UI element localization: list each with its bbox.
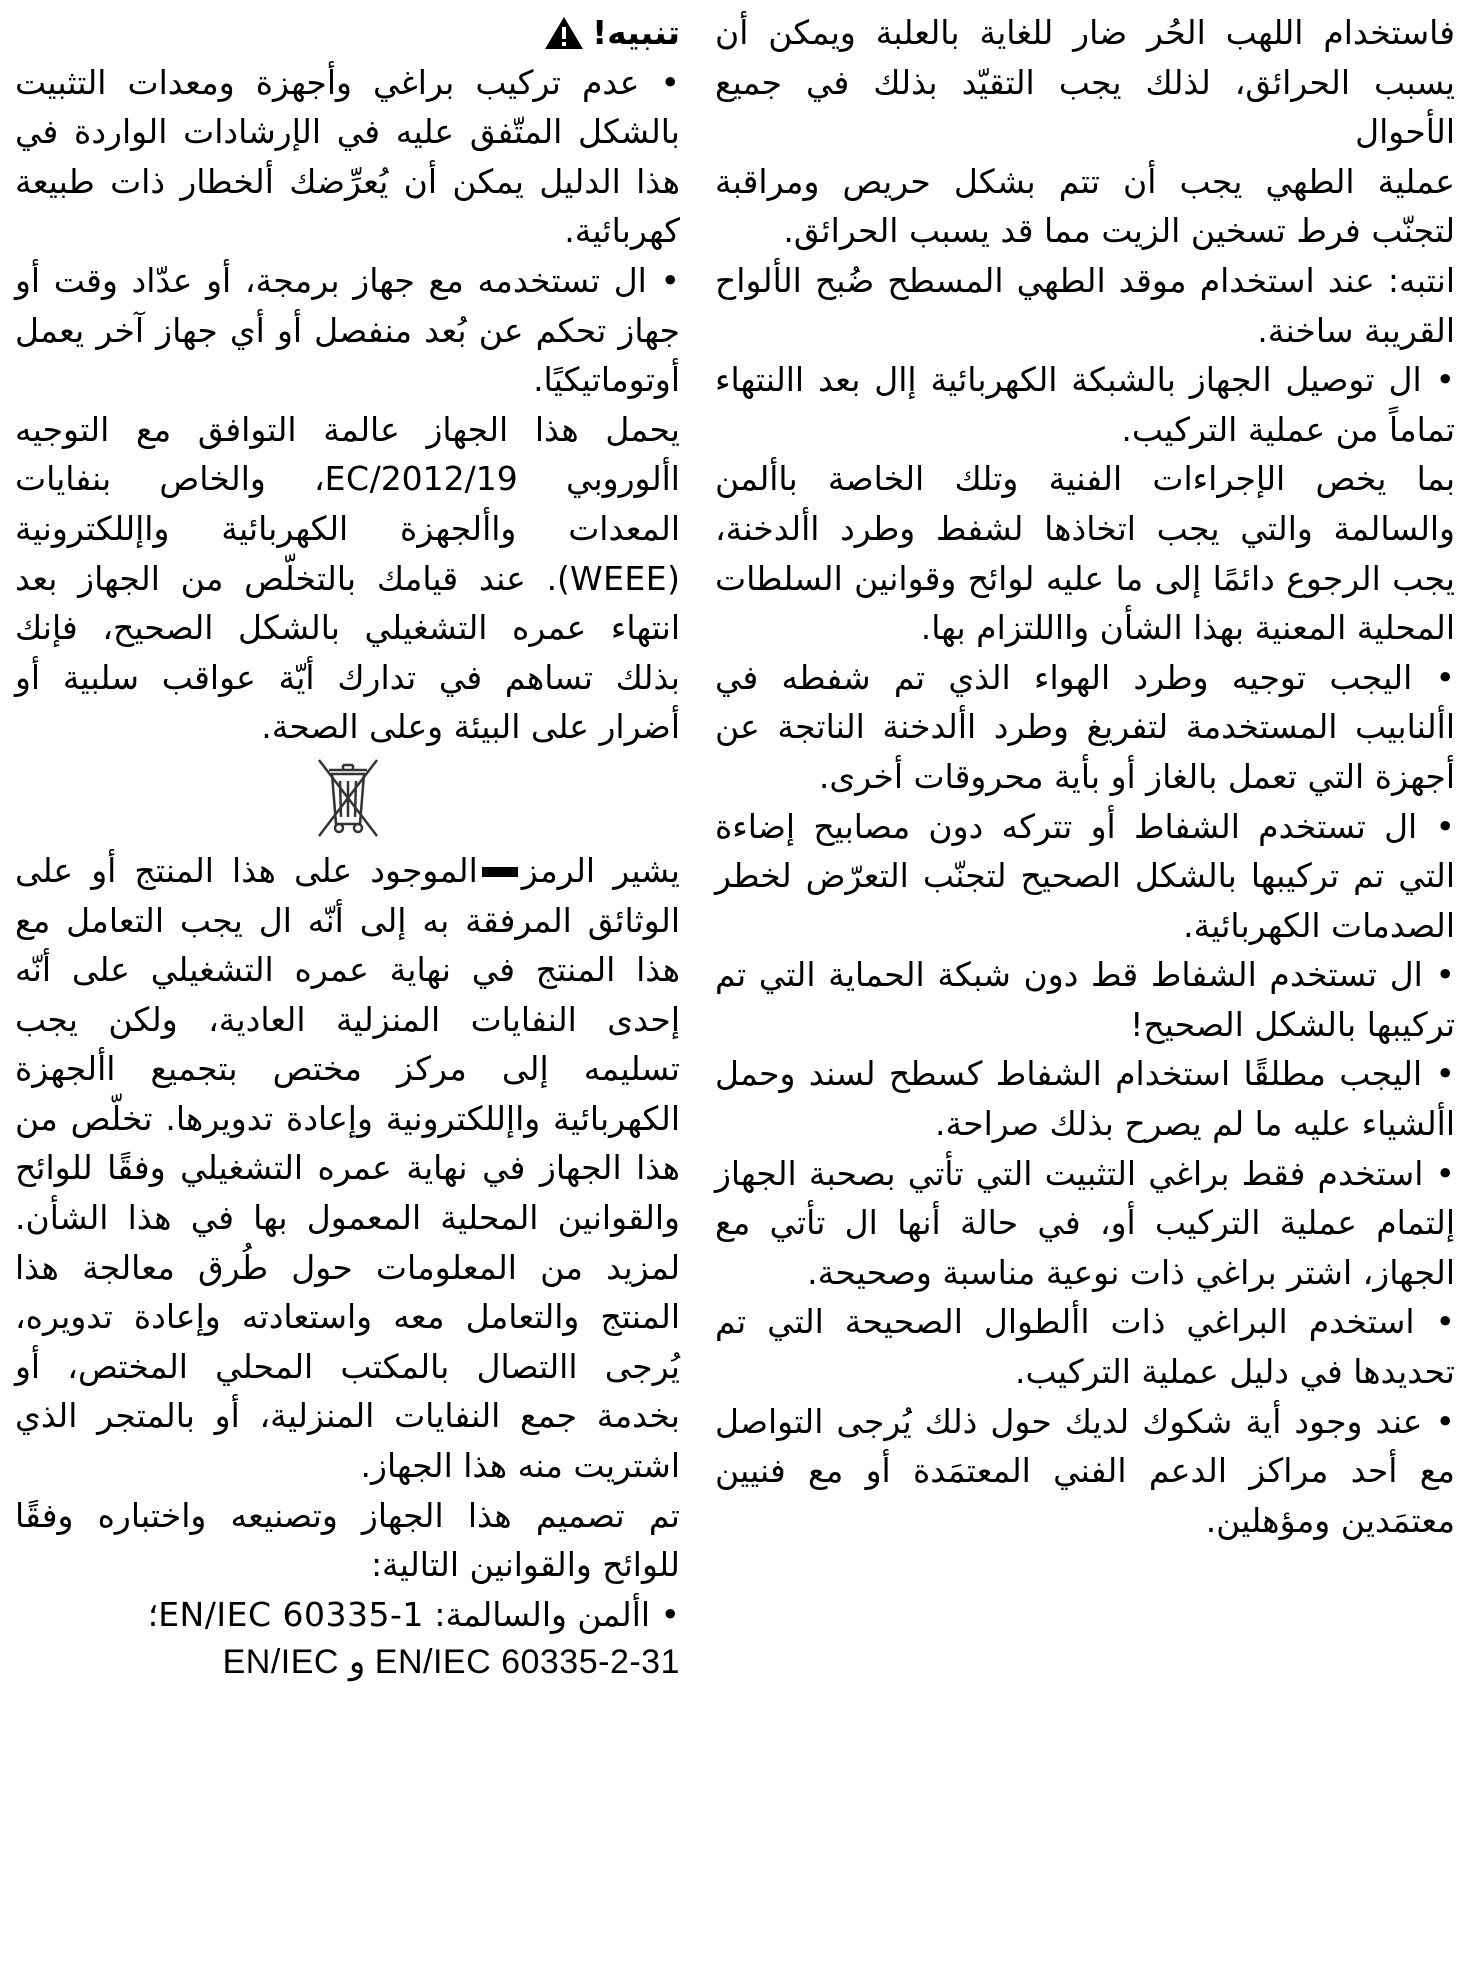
standard-line [15,1639,680,1685]
fixing-screws-item: • استخدم فقط براغي التثبيت التي تأتي بصحبة الجهاز إلتمام عملية التركيب أو، في حالة أنها ال تأتي مع الجهاز، اشتر براغي ذات نوعية مناسبة وصحيحة. [715,1149,1455,1298]
symbol-text-lead: يشير الرمز [521,850,680,890]
standard-text: EN/IEC و EN/IEC 60335-2-31 [222,1643,680,1682]
exhaust-air-item: • اليجب توجيه وطرد الهواء الذي تم شفطه في األنابيب المستخدمة لتفريغ وطرد األدخنة الناتجة عن أجهزة التي تعمل بالغاز أو بأية محروقات أخرى. [715,653,1455,802]
cooking-fire-paragraph: عملية الطهي يجب أن تتم بشكل حريص ومراقبة لتجنّب فرط تسخين الزيت مما قد يسبب الحرائق. [715,161,1455,251]
weee-directive-paragraph: يحمل هذا الجهاز عالمة التوافق مع التوجيه األوروبي 2012/19/EC، والخاص بنفايات المعدات واألجهزة الكهربائية واإللكترونية (WEEE). عند قيامك بالتخلّص من الجهاز بعد انتهاء عمره التشغيلي بالشكل الصحيح، فإنك بذلك تساهم في تدارك أيّة عواقب سلبية أو أضرار على البيئة وعلى الصحة. [15,409,680,747]
compliance-paragraph: تم تصميم هذا الجهاز وتصنيعه واختباره وفقًا للوائح والقوانين التالية: [15,1495,680,1585]
warning-triangle-icon [544,16,584,50]
support-contact-item: • عند وجود أية شكوك لديك حول ذلك يُرجى التواصل مع أحد مراكز الدعم الفني المعتمَدة أو مع فنيين معتمَدين ومؤهلين. [715,1397,1455,1546]
support-surface-item: • اليجب مطلقًا استخدام الشفاط كسطح لسند وحمل األشياء عليه ما لم يصرح بذلك صراحة. [715,1049,1455,1148]
fixing-hardware-item: • عدم تركيب براغي وأجهزة ومعدات التثبيت بالشكل المتّفق عليه في الإرشادات الواردة في هذا الدليل يمكن أن يُعرِّضك ألخطار ذات طبيعة كهربائية. [15,58,680,256]
lamps-item: • ال تستخدم الشفاط أو تتركه دون مصابيح إضاءة التي تم تركيبها بالشكل الصحيح لتجنّب التعرّض لخطر الصدمات الكهربائية. [715,802,1455,951]
safety-standard-item: • األمن والسالمة: EN/IEC 60335-1؛ [15,1590,680,1640]
grease-filter-item: • ال تستخدم الشفاط قط دون شبكة الحماية التي تم تركيبها بالشكل الصحيح! [715,950,1455,1049]
right-column [715,8,1455,1545]
warning-title: تنبيه! [592,13,680,52]
connect-power-item: • ال توصيل الجهاز بالشبكة الكهربائية إال بعد االنتهاء تماماً من عملية التركيب. [715,355,1455,454]
weee-symbol-paragraph [15,846,680,1491]
open-flame-paragraph: فاستخدام اللهب الحُر ضار للغاية بالعلبة ويمكن أن يسبب الحرائق، لذلك يجب التقيّد بذلك في جميع الأحوال [715,13,1455,152]
screw-length-item: • استخدم البراغي ذات األطوال الصحيحة التي تم تحديدها في دليل عملية التركيب. [715,1297,1455,1396]
weee-symbol [15,756,680,840]
warning-heading [15,8,680,58]
left-column [15,8,680,1685]
regulations-paragraph: بما يخص الإجراءات الفنية وتلك الخاصة باألمن والسالمة والتي يجب اتخاذها لشفط وطرد األدخنة، يجب الرجوع دائمًا إلى ما عليه لوائح وقوانين السلطات المحلية المعنية بهذا الشأن وااللتزام بها. [715,459,1455,648]
crossed-out-wheelie-bin-icon [313,756,383,840]
black-bar-icon [482,863,518,881]
no-timer-item: • ال تستخدمه مع جهاز برمجة، أو عدّاد وقت أو جهاز تحكم عن بُعد منفصل أو أي جهاز آخر يعمل أوتوماتيكيًا. [15,256,680,405]
hob-caution-paragraph: انتبه: عند استخدام موقد الطهي المسطح ضُبح الألواح القريبة ساخنة. [715,260,1455,350]
symbol-text-body: الموجود على هذا المنتج أو على الوثائق المرفقة به إلى أنّه ال يجب التعامل مع هذا المنتج في نهاية عمره التشغيلي على أنّه إحدى النفايات المنزلية العادية، ولكن يجب تسليمه إلى مركز مختص بتجميع األجهزة الكهربائية واإللكترونية وإعادة تدويرها. تخلّص من هذا الجهاز في نهاية عمره التشغيلي وفقًا للوائح والقوانين المحلية المعمول بها في هذا الشأن. لمزيد من المعلومات حول طُرق معالجة هذا المنتج والتعامل معه واستعادته وإعادة تدويره، يُرجى االتصال بالمكتب المحلي المختص، أو بخدمة جمع النفايات المنزلية، أو بالمتجر الذي اشتريت منه هذا الجهاز. [15,850,680,1486]
